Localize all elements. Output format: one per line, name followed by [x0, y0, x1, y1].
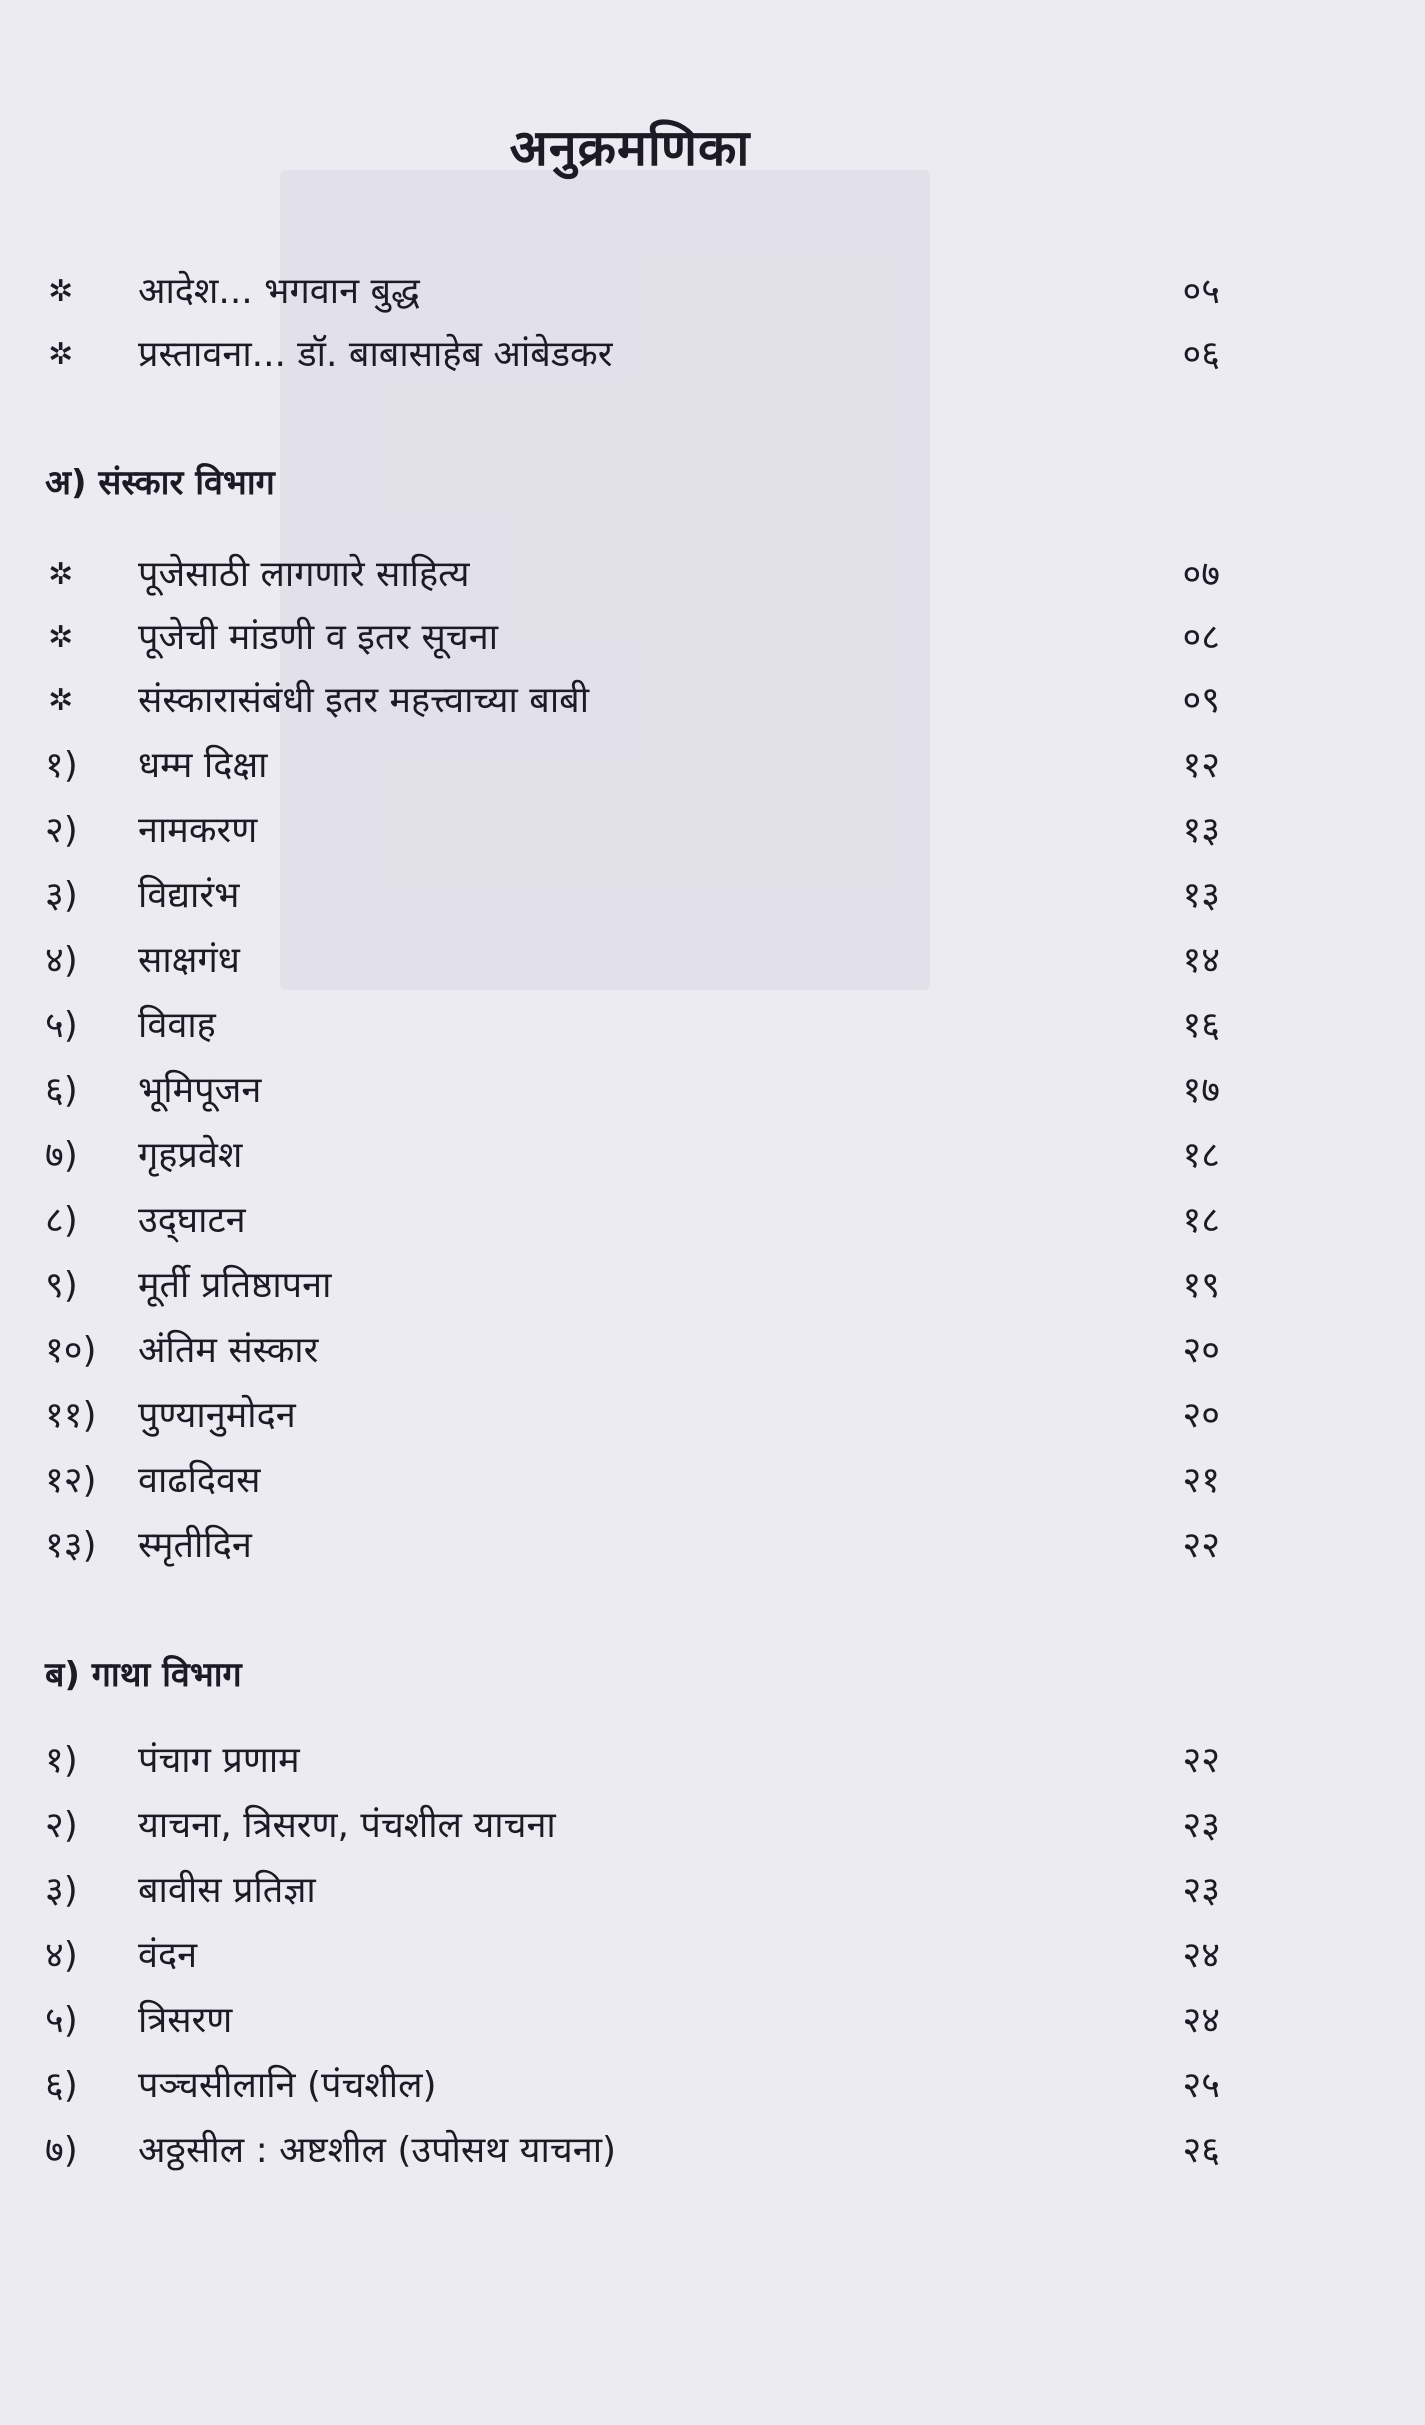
entry-label: वाढदिवस	[138, 1460, 261, 1501]
toc-entry	[0, 1061, 1425, 1121]
toc-entry	[0, 1861, 1425, 1921]
item-number: ३)	[45, 875, 78, 916]
entry-label: त्रिसरण	[138, 2000, 233, 2041]
entry-page-number: १२	[1182, 745, 1220, 786]
toc-entry	[0, 262, 1425, 322]
entry-label: स्मृतीदिन	[138, 1525, 252, 1566]
entry-page-number: २४	[1182, 1935, 1220, 1976]
toc-entry	[0, 931, 1425, 991]
entry-label: आदेश... भगवान बुद्ध	[138, 271, 420, 312]
page-title: अनुक्रमणिका	[509, 119, 751, 177]
item-number: ६)	[45, 2065, 78, 2106]
entry-page-number: १३	[1182, 810, 1220, 851]
item-number: ६)	[45, 1070, 78, 1111]
entry-label: संस्कारासंबंधी इतर महत्त्वाच्या बाबी	[138, 680, 590, 721]
entry-page-number: ०८	[1182, 617, 1220, 658]
entry-label: विद्यारंभ	[138, 875, 240, 916]
entry-page-number: २३	[1182, 1805, 1220, 1846]
item-number: १०)	[45, 1330, 97, 1371]
item-number: ३)	[45, 1870, 78, 1911]
toc-entry	[0, 1256, 1425, 1316]
toc-entry	[0, 1386, 1425, 1446]
entry-label: पञ्चसीलानि (पंचशील)	[138, 2065, 437, 2106]
entry-page-number: ०५	[1182, 271, 1220, 312]
toc-entry	[0, 1731, 1425, 1791]
entry-label: गृहप्रवेश	[138, 1135, 243, 1176]
item-number: ४)	[45, 940, 78, 981]
entry-page-number: २१	[1182, 1460, 1220, 1501]
bullet-marker: ✲	[48, 683, 74, 718]
entry-page-number: ०९	[1182, 680, 1220, 721]
entry-label: साक्षगंध	[138, 940, 240, 981]
entry-label: अठ्ठसील : अष्टशील (उपोसथ याचना)	[138, 2130, 617, 2171]
item-number: १)	[45, 1740, 78, 1781]
item-number: ५)	[45, 2000, 78, 2041]
toc-entry	[0, 671, 1425, 731]
toc-entry	[0, 1321, 1425, 1381]
entry-page-number: ०७	[1182, 554, 1220, 595]
item-number: ७)	[45, 2130, 78, 2171]
toc-entry	[0, 2121, 1425, 2181]
entry-label: भूमिपूजन	[138, 1070, 262, 1111]
section-heading-a: अ) संस्कार विभाग	[45, 463, 275, 503]
item-number: १)	[45, 745, 78, 786]
entry-label: मूर्ती प्रतिष्ठापना	[138, 1265, 332, 1306]
entry-label: पूजेची मांडणी व इतर सूचना	[138, 617, 499, 658]
entry-page-number: १३	[1182, 875, 1220, 916]
toc-entry	[0, 1926, 1425, 1986]
entry-label: पूजेसाठी लागणारे साहित्य	[138, 554, 470, 595]
entry-page-number: १६	[1182, 1005, 1220, 1046]
entry-page-number: १८	[1182, 1200, 1220, 1241]
toc-entry	[0, 608, 1425, 668]
toc-entry	[0, 996, 1425, 1056]
toc-entry	[0, 1191, 1425, 1251]
section-heading-b: ब) गाथा विभाग	[45, 1655, 242, 1695]
entry-label: याचना, त्रिसरण, पंचशील याचना	[138, 1805, 556, 1846]
entry-page-number: १९	[1182, 1265, 1220, 1306]
bullet-marker: ✲	[48, 620, 74, 655]
item-number: १३)	[45, 1525, 97, 1566]
entry-page-number: २३	[1182, 1870, 1220, 1911]
entry-label: नामकरण	[138, 810, 258, 851]
item-number: १२)	[45, 1460, 97, 1501]
item-number: ४)	[45, 1935, 78, 1976]
item-number: २)	[45, 810, 78, 851]
entry-label: उद्‌घाटन	[138, 1200, 246, 1241]
entry-page-number: १८	[1182, 1135, 1220, 1176]
entry-label: पंचाग प्रणाम	[138, 1740, 300, 1781]
entry-page-number: २०	[1182, 1395, 1220, 1436]
entry-label: धम्म दिक्षा	[138, 745, 268, 786]
item-number: ८)	[45, 1200, 78, 1241]
entry-page-number: ०६	[1182, 334, 1220, 375]
toc-entry	[0, 866, 1425, 926]
item-number: ११)	[45, 1395, 97, 1436]
entry-page-number: २६	[1182, 2130, 1220, 2171]
toc-entry	[0, 1126, 1425, 1186]
entry-label: वंदन	[138, 1935, 198, 1976]
toc-entry	[0, 801, 1425, 861]
toc-entry	[0, 1991, 1425, 2051]
entry-label: अंतिम संस्कार	[138, 1330, 319, 1371]
bullet-marker: ✲	[48, 337, 74, 372]
entry-page-number: १७	[1182, 1070, 1220, 1111]
item-number: ५)	[45, 1005, 78, 1046]
entry-page-number: २२	[1182, 1740, 1220, 1781]
entry-label: प्रस्तावना... डॉ. बाबासाहेब आंबेडकर	[138, 334, 613, 375]
toc-entry	[0, 325, 1425, 385]
bullet-marker: ✲	[48, 274, 74, 309]
entry-page-number: २४	[1182, 2000, 1220, 2041]
entry-page-number: २०	[1182, 1330, 1220, 1371]
item-number: ९)	[45, 1265, 78, 1306]
entry-label: विवाह	[138, 1005, 216, 1046]
toc-entry	[0, 1796, 1425, 1856]
toc-entry	[0, 1451, 1425, 1511]
toc-entry	[0, 736, 1425, 796]
toc-entry	[0, 545, 1425, 605]
entry-page-number: २५	[1182, 2065, 1220, 2106]
item-number: ७)	[45, 1135, 78, 1176]
toc-entry	[0, 2056, 1425, 2116]
entry-label: बावीस प्रतिज्ञा	[138, 1870, 316, 1911]
entry-label: पुण्यानुमोदन	[138, 1395, 296, 1436]
entry-page-number: २२	[1182, 1525, 1220, 1566]
bullet-marker: ✲	[48, 557, 74, 592]
entry-page-number: १४	[1182, 940, 1220, 981]
toc-entry	[0, 1516, 1425, 1576]
item-number: २)	[45, 1805, 78, 1846]
